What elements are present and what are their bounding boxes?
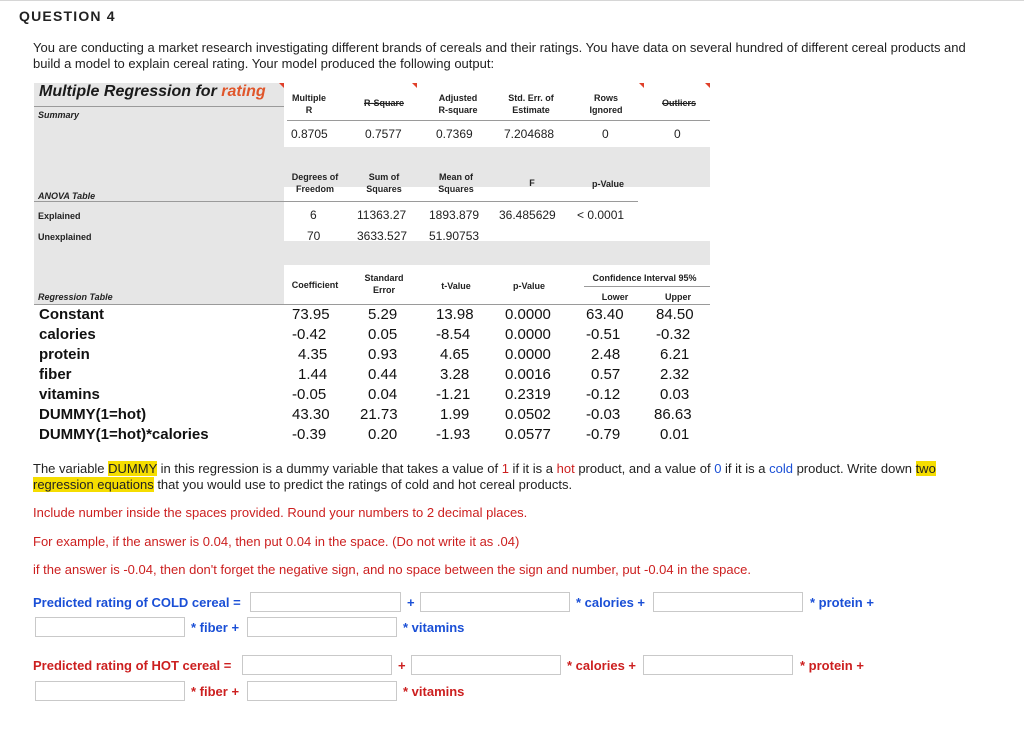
anova-explained-ms: 1893.879 bbox=[429, 208, 480, 222]
anova-explained-f: 36.485629 bbox=[499, 208, 556, 222]
anova-header-df: Degrees of Freedom bbox=[291, 172, 339, 194]
row-t: 3.28 bbox=[440, 366, 470, 383]
hot-plus-label: + bbox=[398, 658, 406, 673]
row-se: 21.73 bbox=[360, 406, 398, 423]
row-p: 0.2319 bbox=[505, 386, 551, 403]
row-t: 13.98 bbox=[436, 306, 474, 323]
anova-header-rule bbox=[34, 201, 638, 202]
cold-equation-label: Predicted rating of COLD cereal = bbox=[33, 595, 241, 610]
dummy-explanation: The variable DUMMY in this regression is a dummy variable that takes a value of 1 if it is a hot product, and a value of 0 if it is a cold product. Write down two regression equations that you would use to predict the ratings of cold and hot cereal products. bbox=[33, 461, 936, 492]
value-outliers: 0 bbox=[674, 127, 681, 141]
cold-fiber-coef-input[interactable] bbox=[35, 617, 185, 637]
table-row bbox=[34, 425, 710, 445]
hot-fiber-coef-input[interactable] bbox=[35, 681, 185, 701]
ci-rule bbox=[584, 286, 710, 287]
reg-header-ci: Confidence Interval 95% bbox=[592, 273, 697, 283]
reg-header-p: p-Value bbox=[512, 281, 545, 291]
row-coef: -0.05 bbox=[292, 386, 327, 403]
row-coef: -0.39 bbox=[292, 426, 327, 443]
table-row bbox=[34, 365, 710, 385]
hot-calories-label: * calories + bbox=[567, 658, 637, 673]
row-name: Constant bbox=[39, 306, 104, 323]
row-coef: 73.95 bbox=[292, 306, 330, 323]
row-name: DUMMY(1=hot) bbox=[39, 406, 147, 423]
comment-marker-icon bbox=[639, 83, 644, 88]
row-lower: -0.51 bbox=[586, 326, 621, 343]
anova-explained-label: Explained bbox=[38, 211, 81, 221]
comment-marker-icon bbox=[279, 83, 284, 88]
row-t: 4.65 bbox=[440, 346, 470, 363]
row-coef: 1.44 bbox=[298, 366, 328, 383]
cold-plus-label: + bbox=[407, 595, 415, 610]
anova-unexplained-ss: 3633.527 bbox=[357, 229, 408, 243]
row-t: -1.21 bbox=[436, 386, 471, 403]
row-se: 0.20 bbox=[368, 426, 398, 443]
hot-fiber-label: * fiber + bbox=[191, 684, 240, 699]
row-lower: -0.79 bbox=[586, 426, 621, 443]
row-upper: 2.32 bbox=[660, 366, 690, 383]
table-row bbox=[34, 405, 710, 425]
intro-text: You are conducting a market research investigating different brands of cereals and their ratings. You have data on several hundred of different cereal products and build a model to explain cereal rating. Your model produced the following output: bbox=[33, 40, 966, 71]
row-upper: 84.50 bbox=[656, 306, 694, 323]
anova-explained-ss: 11363.27 bbox=[357, 208, 407, 222]
instruction-2: For example, if the answer is 0.04, then put 0.04 in the space. (Do not write it as .04) bbox=[33, 534, 520, 549]
row-se: 0.44 bbox=[368, 366, 398, 383]
row-upper: 0.03 bbox=[660, 386, 690, 403]
header-std-err: Std. Err. of Estimate bbox=[508, 93, 554, 115]
cold-calories-coef-input[interactable] bbox=[420, 592, 570, 612]
row-t: 1.99 bbox=[440, 406, 470, 423]
row-name: calories bbox=[39, 326, 96, 343]
summary-label: Summary bbox=[38, 110, 80, 120]
hot-intercept-input[interactable] bbox=[242, 655, 392, 675]
row-coef: 43.30 bbox=[292, 406, 330, 423]
instruction-1: Include number inside the spaces provided. Round your numbers to 2 decimal places. bbox=[33, 505, 528, 520]
hot-protein-coef-input[interactable] bbox=[643, 655, 793, 675]
reg-header-lower: Lower bbox=[601, 292, 629, 302]
row-se: 0.04 bbox=[368, 386, 398, 403]
hot-vitamins-coef-input[interactable] bbox=[247, 681, 397, 701]
anova-explained-df: 6 bbox=[310, 208, 317, 222]
table-row bbox=[34, 305, 710, 325]
summary-header-rule bbox=[287, 120, 710, 121]
cold-protein-coef-input[interactable] bbox=[653, 592, 803, 612]
header-multiple-r: Multiple R bbox=[292, 93, 326, 115]
table-row bbox=[34, 325, 710, 345]
anova-gap-band bbox=[34, 241, 710, 265]
cold-fiber-label: * fiber + bbox=[191, 620, 240, 635]
value-r-square: 0.7577 bbox=[365, 127, 402, 141]
header-rows-ignored: Rows Ignored bbox=[589, 93, 623, 115]
row-upper: 0.01 bbox=[660, 426, 690, 443]
anova-unexplained-ms: 51.90753 bbox=[429, 229, 480, 243]
row-t: -8.54 bbox=[436, 326, 471, 343]
header-r-square: R-Square bbox=[363, 98, 404, 108]
reg-header-std-error: Standard Error bbox=[364, 273, 404, 295]
anova-unexplained-df: 70 bbox=[307, 229, 321, 243]
row-p: 0.0000 bbox=[505, 306, 551, 323]
cold-vitamins-label: * vitamins bbox=[403, 620, 465, 635]
output-title: Multiple Regression for rating bbox=[39, 83, 266, 100]
row-coef: -0.42 bbox=[292, 326, 327, 343]
anova-explained-p: < 0.0001 bbox=[577, 208, 625, 222]
cold-intercept-input[interactable] bbox=[250, 592, 401, 612]
row-name: protein bbox=[39, 346, 90, 363]
comment-marker-icon bbox=[412, 83, 417, 88]
row-lower: -0.12 bbox=[586, 386, 621, 403]
cold-vitamins-coef-input[interactable] bbox=[247, 617, 397, 637]
regression-output bbox=[34, 83, 710, 446]
instruction-3: if the answer is -0.04, then don't forget the negative sign, and no space between the sign and number, put -0.04 in the space. bbox=[33, 562, 751, 577]
row-name: DUMMY(1=hot)*calories bbox=[39, 426, 209, 443]
anova-unexplained-label: Unexplained bbox=[38, 232, 92, 242]
value-rows-ignored: 0 bbox=[602, 127, 609, 141]
value-adj-r-square: 0.7369 bbox=[436, 127, 473, 141]
cold-calories-label: * calories + bbox=[576, 595, 646, 610]
table-row bbox=[34, 345, 710, 365]
value-multiple-r: 0.8705 bbox=[291, 127, 328, 141]
regression-label: Regression Table bbox=[38, 292, 113, 302]
row-se: 0.05 bbox=[368, 326, 398, 343]
row-p: 0.0000 bbox=[505, 326, 551, 343]
anova-label: ANOVA Table bbox=[38, 191, 96, 201]
value-std-err: 7.204688 bbox=[504, 127, 555, 141]
comment-marker-icon bbox=[705, 83, 710, 88]
row-lower: 2.48 bbox=[591, 346, 621, 363]
row-lower: 0.57 bbox=[591, 366, 621, 383]
row-p: 0.0000 bbox=[505, 346, 551, 363]
reg-header-coefficient: Coefficient bbox=[291, 280, 339, 290]
row-se: 0.93 bbox=[368, 346, 398, 363]
row-p: 0.0502 bbox=[505, 406, 551, 423]
anova-header-ss: Sum of Squares bbox=[366, 172, 402, 194]
row-upper: 6.21 bbox=[660, 346, 690, 363]
header-adjusted-r-square: Adjusted R-square bbox=[438, 93, 478, 115]
row-se: 5.29 bbox=[368, 306, 398, 323]
row-p: 0.0016 bbox=[505, 366, 551, 383]
row-lower: 63.40 bbox=[586, 306, 624, 323]
title-underline bbox=[34, 106, 284, 107]
header-outliers: Outliers bbox=[661, 98, 696, 108]
hot-protein-label: * protein + bbox=[800, 658, 864, 673]
hot-vitamins-label: * vitamins bbox=[403, 684, 465, 699]
cold-protein-label: * protein + bbox=[810, 595, 874, 610]
row-name: fiber bbox=[39, 366, 72, 383]
row-t: -1.93 bbox=[436, 426, 471, 443]
anova-header-ms: Mean of Squares bbox=[438, 172, 474, 194]
row-upper: -0.32 bbox=[656, 326, 691, 343]
top-divider bbox=[0, 0, 1024, 1]
row-lower: -0.03 bbox=[586, 406, 621, 423]
row-p: 0.0577 bbox=[505, 426, 551, 443]
anova-header-f: F bbox=[529, 178, 535, 188]
reg-header-t: t-Value bbox=[441, 281, 471, 291]
row-coef: 4.35 bbox=[298, 346, 328, 363]
question-title: QUESTION 4 bbox=[19, 8, 116, 24]
anova-header-p: p-Value bbox=[591, 179, 624, 189]
reg-header-upper: Upper bbox=[664, 292, 691, 302]
table-row bbox=[34, 385, 710, 405]
hot-calories-coef-input[interactable] bbox=[411, 655, 561, 675]
row-name: vitamins bbox=[39, 386, 100, 403]
hot-equation-label: Predicted rating of HOT cereal = bbox=[33, 658, 232, 673]
row-upper: 86.63 bbox=[654, 406, 692, 423]
